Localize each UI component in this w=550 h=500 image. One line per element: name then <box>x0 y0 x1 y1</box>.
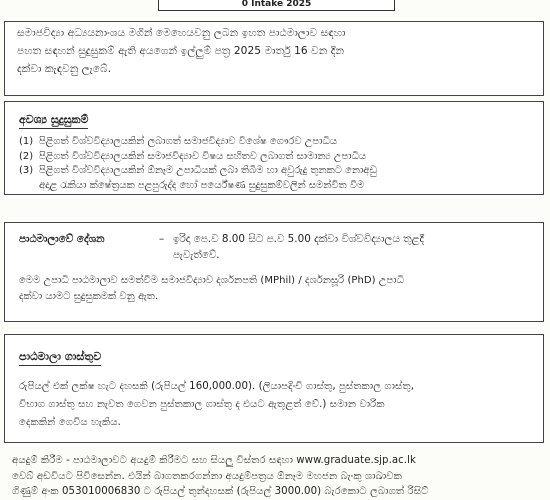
intro-line: පහත සඳහන් සුදුසුකම් ඇති අයගෙන් ඉල්ලුම් පත්‍ර 2025 මාර්තු 16 වන දින <box>17 45 345 57</box>
lectures-row-2 <box>19 247 535 263</box>
lectures-dash: – <box>159 233 165 245</box>
lectures-text: ඉරිදා පෙ.ව 8.00 සිට ප.ව 5.00 දක්වා විශ්වවිද්‍යාලය තුළදී <box>173 233 425 245</box>
fees-line: රුපියල් එක් ලක්ෂ හැට දහසකි (රුපියල් 160,000.00). (ලියාපදිංචි ගාස්තු, පුස්තකාල ගාස්තු, <box>19 381 414 392</box>
item-number: (2) <box>19 150 34 162</box>
fees-box <box>4 334 544 443</box>
apply-line: අයදුම් කිරීම - පාඨමාලාවට අයදුම් කිරීමට සහ සියලු විස්තර සඳහා www.graduate.sjp.ac.lk <box>12 455 416 466</box>
apply-line: ගිණුම් අංක 053010006830 ට රුපියල් තුන්දහසක් (රුපියල් 3000.00) බැරකොට ලබාගත් රිසිට් <box>12 486 429 497</box>
intro-line: දක්වා කැඳවනු ලැබේ. <box>17 63 112 75</box>
fees-line: දෙකකින් ගෙවිය හැකිය. <box>19 417 121 428</box>
lectures-note: දක්වා යාමට සුදුසුකමක් වනු ඇත. <box>19 291 159 302</box>
fees-line: විභාග ගාස්තු සහ නැවත ගෙවන පුස්තකාල ගාස්තු ද එයට ඇතුළත් වේ.) සමාන වාරික <box>19 399 385 410</box>
intro-line: සමාජවිද්‍යා අධ්‍යයනාංශය මගින් මෙහෙයවනු ලබන ඉහත පාඨමාලාව සඳහා <box>17 27 346 39</box>
lectures-row <box>19 231 535 247</box>
item-number: (3) <box>19 165 34 176</box>
lectures-text-2: පැවැත්වේ. <box>173 249 220 261</box>
item-text: පිළිගත් විශ්වවිද්‍යාලයකින් සමාජවිද්‍යාව විෂය සහිතව ලබාගත් සාමාන්‍ය උපාධිය <box>39 150 367 162</box>
requirement-item <box>19 135 535 150</box>
lectures-note: මෙම උපාධි පාඨමාලාව සමත්වීම සමාජවිද්‍යාව දර්ශනපති (MPhil) / දර්ශනසූරි (PhD) උපාධි <box>19 275 405 286</box>
item-text: අදාළ රැකියා ක්ෂේත්‍රයක පළපුරුද්ද හෝ පර්යේෂණ සුදුසුකම්වලින් සමන්විත වීම <box>39 179 365 191</box>
requirement-item <box>19 150 535 165</box>
lectures-label: පාඨමාලාවේ දේශන <box>19 233 105 245</box>
header-fragment: 0 Intake 2025 <box>158 0 395 11</box>
apply-line: වෙබ් අඩවියට පිවිසෙන්න. එයින් බාගතකරගන්නා අයදුම්පත්‍රය ඕනෑම මහජන බැංකු ශාඛාවක <box>12 470 402 482</box>
lectures-box <box>4 222 544 322</box>
item-text: පිළිගත් විශ්වවිද්‍යාලයකින් ඕනෑම උපාධියක් ලබා තිබීම හා අවුරුදු තුනකට නොඅඩු <box>39 165 377 176</box>
requirements-title: අවශ්‍ය සුදුසුකම් <box>19 108 535 129</box>
intro-box <box>4 21 544 96</box>
fees-title: පාඨමාලා ගාස්තුව <box>19 345 535 366</box>
requirement-item <box>19 164 535 179</box>
item-number: (1) <box>19 136 34 147</box>
apply-section <box>12 453 540 500</box>
requirements-box <box>4 101 544 195</box>
requirement-item-continued <box>19 179 535 194</box>
item-text: පිළිගත් විශ්වවිද්‍යාලයකින් ලබාගත් සමාජවිද්‍යාව විශේෂ ගෞරව උපාධිය <box>39 136 338 147</box>
